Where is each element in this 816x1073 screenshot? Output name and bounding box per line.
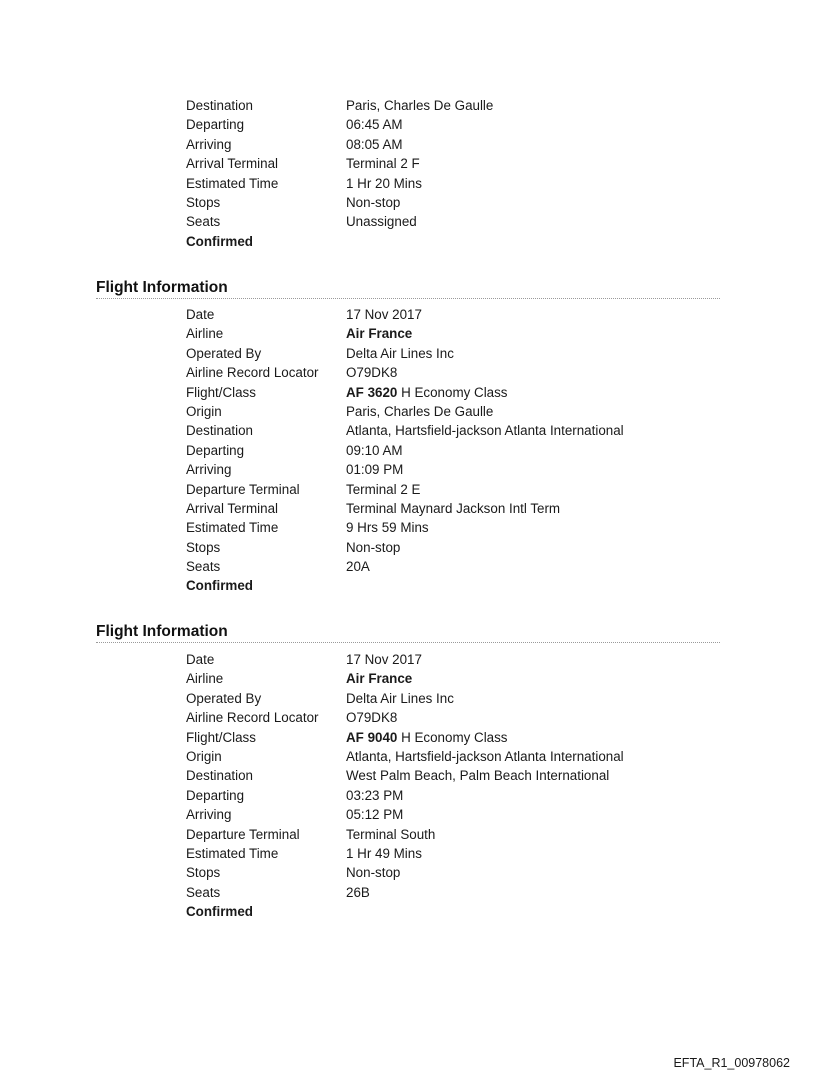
detail-value: 09:10 AM [346,442,403,458]
document-id: EFTA_R1_00978062 [673,1056,790,1070]
detail-label: Estimated Time [186,845,279,861]
detail-row-departing [186,786,746,805]
detail-row-flight-class [186,728,746,747]
detail-value: Unassigned [346,214,417,230]
detail-label: Departure Terminal [186,481,300,497]
detail-row-stops [186,863,746,882]
status-row [186,232,746,251]
detail-value: West Palm Beach, Palm Beach International [346,768,610,784]
detail-label: Stops [186,865,221,881]
detail-label: Arriving [186,807,232,823]
detail-value: 06:45 AM [346,117,403,133]
detail-label: Stops [186,194,221,210]
detail-label: Arriving [186,462,232,478]
detail-value: 1 Hr 49 Mins [346,845,422,861]
detail-label: Flight/Class [186,384,256,400]
detail-row-operated-by [186,344,746,363]
detail-label: Stops [186,539,221,555]
detail-label: Departing [186,442,245,458]
detail-value: 08:05 AM [346,136,403,152]
detail-row-arrival-terminal [186,499,746,518]
detail-value: Paris, Charles De Gaulle [346,403,494,419]
detail-value: 05:12 PM [346,807,404,823]
detail-label: Origin [186,748,222,764]
segment-top-details [186,96,746,251]
detail-label: Origin [186,403,222,419]
flight-information-header [96,622,720,643]
detail-row-seats [186,212,746,231]
airline-name: Air France [346,326,413,342]
detail-label: Estimated Time [186,175,279,191]
detail-label: Flight/Class [186,729,256,745]
detail-row-departure-terminal [186,825,746,844]
detail-label: Seats [186,559,221,575]
detail-row-stops [186,193,746,212]
detail-label: Arrival Terminal [186,500,279,516]
detail-row-record-locator [186,708,746,727]
flight-number: AF 9040 [346,729,398,745]
flight-information-header [96,278,720,299]
detail-row-flight-class [186,383,746,402]
detail-row-arriving [186,805,746,824]
detail-value: Non-stop [346,539,401,555]
detail-row-arrival-terminal [186,154,746,173]
detail-row-estimated-time [186,844,746,863]
detail-row-departure-terminal [186,480,746,499]
detail-label: Departing [186,117,245,133]
detail-label: Destination [186,98,253,113]
section-title: Flight Information [96,279,228,296]
detail-value: 03:23 PM [346,787,404,803]
detail-label: Departure Terminal [186,826,300,842]
detail-value: Terminal South [346,826,436,842]
detail-row-estimated-time [186,518,746,537]
detail-value: Paris, Charles De Gaulle [346,98,494,113]
detail-label: Seats [186,214,221,230]
detail-value: 20A [346,559,370,575]
detail-row-seats [186,883,746,902]
detail-row-airline [186,669,746,688]
detail-value: Atlanta, Hartsfield-jackson Atlanta International [346,423,624,439]
detail-row-destination [186,421,746,440]
detail-label: Destination [186,423,253,439]
detail-value: 17 Nov 2017 [346,652,422,667]
detail-value: Delta Air Lines Inc [346,690,454,706]
detail-value: Non-stop [346,865,401,881]
detail-value: Terminal Maynard Jackson Intl Term [346,500,561,516]
detail-label: Destination [186,768,253,784]
status-row [186,902,746,921]
segment-2-details [186,305,746,596]
detail-label: Airline Record Locator [186,710,319,726]
detail-row-date [186,650,746,669]
detail-row-airline [186,324,746,343]
detail-row-departing [186,115,746,134]
detail-label: Estimated Time [186,520,279,536]
booking-status: Confirmed [186,578,253,594]
detail-label: Departing [186,787,245,803]
detail-row-date [186,305,746,324]
detail-value: Atlanta, Hartsfield-jackson Atlanta International [346,748,624,764]
detail-value: 26B [346,884,370,900]
detail-value: 01:09 PM [346,462,404,478]
detail-value: Terminal 2 E [346,481,421,497]
flight-number: AF 3620 [346,384,398,400]
status-row [186,576,746,595]
section-title: Flight Information [96,623,228,640]
detail-label: Operated By [186,345,262,361]
detail-row-arriving [186,460,746,479]
airline-name: Air France [346,671,413,687]
detail-value: O79DK8 [346,365,398,381]
detail-row-estimated-time [186,174,746,193]
detail-row-seats [186,557,746,576]
detail-value: 1 Hr 20 Mins [346,175,422,191]
detail-row-operated-by [186,689,746,708]
detail-label: Date [186,307,215,322]
detail-label: Arrival Terminal [186,156,279,172]
detail-value: Delta Air Lines Inc [346,345,454,361]
detail-value: 17 Nov 2017 [346,307,422,322]
detail-value: O79DK8 [346,710,398,726]
detail-row-stops [186,538,746,557]
detail-label: Airline [186,671,224,687]
detail-row-destination [186,766,746,785]
travel-class: H Economy Class [401,729,508,745]
detail-row-destination [186,96,746,115]
detail-label: Airline [186,326,224,342]
detail-value: Non-stop [346,194,401,210]
detail-label: Arriving [186,136,232,152]
detail-row-origin [186,402,746,421]
detail-row-departing [186,441,746,460]
flight-class-value [346,383,508,402]
segment-3-details [186,650,746,921]
detail-label: Date [186,652,215,667]
detail-row-arriving [186,135,746,154]
booking-status: Confirmed [186,233,253,249]
detail-label: Airline Record Locator [186,365,319,381]
detail-label: Operated By [186,690,262,706]
booking-status: Confirmed [186,904,253,920]
detail-label: Seats [186,884,221,900]
flight-class-value [346,728,508,747]
detail-value: Terminal 2 F [346,156,420,172]
detail-row-origin [186,747,746,766]
detail-row-record-locator [186,363,746,382]
detail-value: 9 Hrs 59 Mins [346,520,429,536]
travel-class: H Economy Class [401,384,508,400]
